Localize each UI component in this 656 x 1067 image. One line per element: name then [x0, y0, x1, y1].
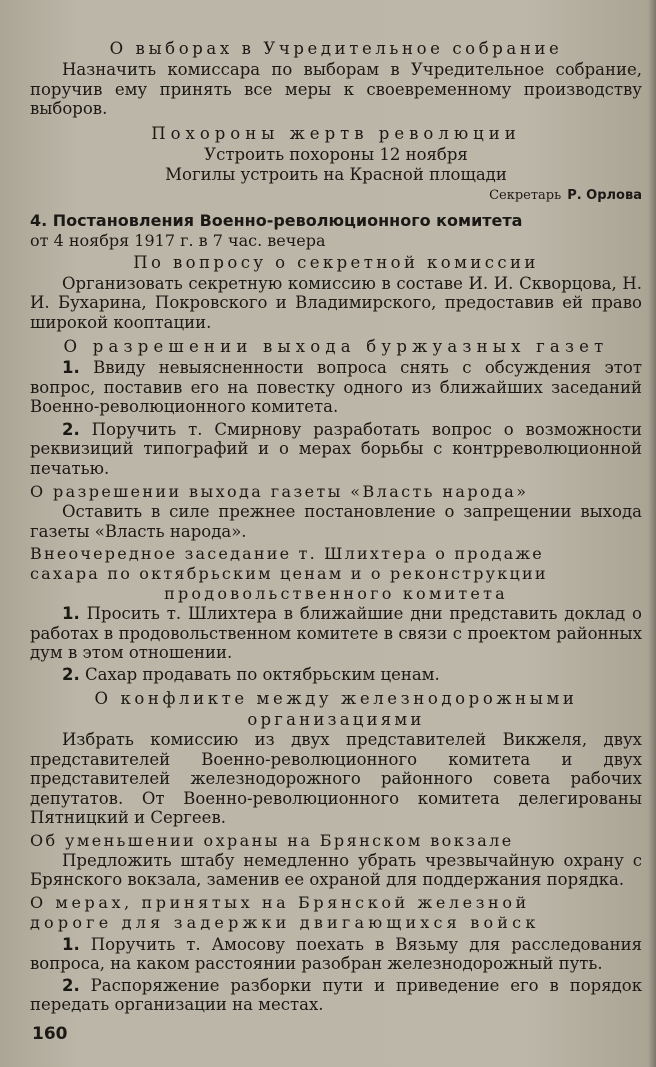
- signature-name: Р. Орлова: [567, 187, 642, 203]
- section-date: от 4 ноября 1917 г. в 7 час. вечера: [30, 230, 326, 250]
- item-troops-1: [30, 935, 642, 974]
- item-sugar-1: [30, 604, 642, 663]
- heading-guard: Об уменьшении охраны на Брянском вокзале: [30, 830, 514, 850]
- item-sugar-2: [30, 665, 642, 685]
- item-text: Ввиду невыясненности вопроса снять с обсуждения этот вопрос, поставив его на повестку одного из ближайших заседаний Военно-революционного комитета.: [30, 358, 642, 416]
- paragraph-secret-commission: Организовать секретную комиссию в составе И. И. Скворцова, Н. И. Бухарина, Покровского и Владимирского, предоставив ей право широкой кооптации.: [30, 273, 642, 332]
- section-title: 4. Постановления Военно-революционного комитета: [30, 210, 523, 230]
- paragraph-vlast-naroda: Оставить в силе прежнее постановление о запрещении выхода газеты «Власть народа».: [30, 502, 642, 541]
- paragraph-guard: Предложить штабу немедленно убрать чрезвычайную охрану с Брянского вокзала, заменив ее охраной для поддержания порядка.: [30, 850, 642, 889]
- heading-conflict-line-1: О конфликте между железнодорожными: [94, 689, 578, 708]
- heading-bourgeois-papers: О разрешении выхода буржуазных газет: [63, 337, 609, 356]
- item-text: Сахар продавать по октябрьским ценам.: [85, 664, 440, 684]
- item-text: Поручить т. Смирнову разработать вопрос о возможности реквизиций типографий и о мерах борьбы с контрреволюционной печатью.: [30, 419, 642, 478]
- item-text: Распоряжение разборки пути и приведение его в порядок передать организации на местах.: [30, 975, 643, 1014]
- heading-funeral: Похороны жертв революции: [151, 123, 521, 143]
- heading-elections: О выборах в Учредительное собрание: [109, 39, 563, 58]
- heading-secret-commission: По вопросу о секретной комиссии: [133, 252, 539, 272]
- item-number: 1.: [62, 358, 80, 377]
- page-edge-shadow: [648, 0, 656, 1067]
- item-text: Поручить т. Амосову поехать в Вязьму для расследования вопроса, на каком расстоянии разобран железнодорожный путь.: [30, 934, 642, 973]
- heading-sugar-line-3: продовольственного комитета: [164, 584, 508, 603]
- heading-vlast-naroda: О разрешении выхода газеты «Власть народа»: [30, 482, 529, 501]
- heading-sugar-line-1: Внеочередное заседание т. Шлихтера о продаже: [30, 544, 544, 563]
- heading-sugar-line-2: сахара по октябрьским ценам и о реконструкции: [30, 564, 548, 583]
- item-number: 2.: [62, 419, 80, 439]
- item-number: 2.: [62, 975, 80, 995]
- item-bourgeois-2: [30, 420, 642, 479]
- item-bourgeois-1: [30, 358, 642, 417]
- heading-troops-line-1: О мерах, принятых на Брянской железной: [30, 892, 530, 912]
- paragraph-conflict: Избрать комиссию из двух представителей Викжеля, двух представителей Военно-революционного комитета и двух представителей железнодорожного районного совета рабочих депутатов. От Военно-революционного комитета делегированы Пятницкий и Сергеев.: [30, 730, 642, 827]
- signature: [30, 187, 642, 205]
- signature-label: Секретарь: [489, 187, 562, 203]
- page-number: 160: [32, 1024, 68, 1044]
- heading-troops-line-2: дороге для задержки двигающихся войск: [30, 912, 540, 932]
- item-number: 2.: [62, 664, 80, 684]
- item-number: 1.: [62, 604, 80, 623]
- funeral-line-1: Устроить похороны 12 ноября: [204, 144, 468, 164]
- heading-conflict-line-2: организациями: [247, 710, 425, 729]
- funeral-line-2: Могилы устроить на Красной площади: [165, 164, 507, 184]
- item-text: Просить т. Шлихтера в ближайшие дни представить доклад о работах в продовольственном комитете в связи с проектом районных дум в этом отношении.: [30, 604, 642, 662]
- paragraph-elections: Назначить комиссара по выборам в Учредительное собрание, поручив ему принять все меры к своевременному производству выборов.: [30, 60, 642, 118]
- item-troops-2: [30, 976, 642, 1015]
- item-number: 1.: [62, 934, 80, 954]
